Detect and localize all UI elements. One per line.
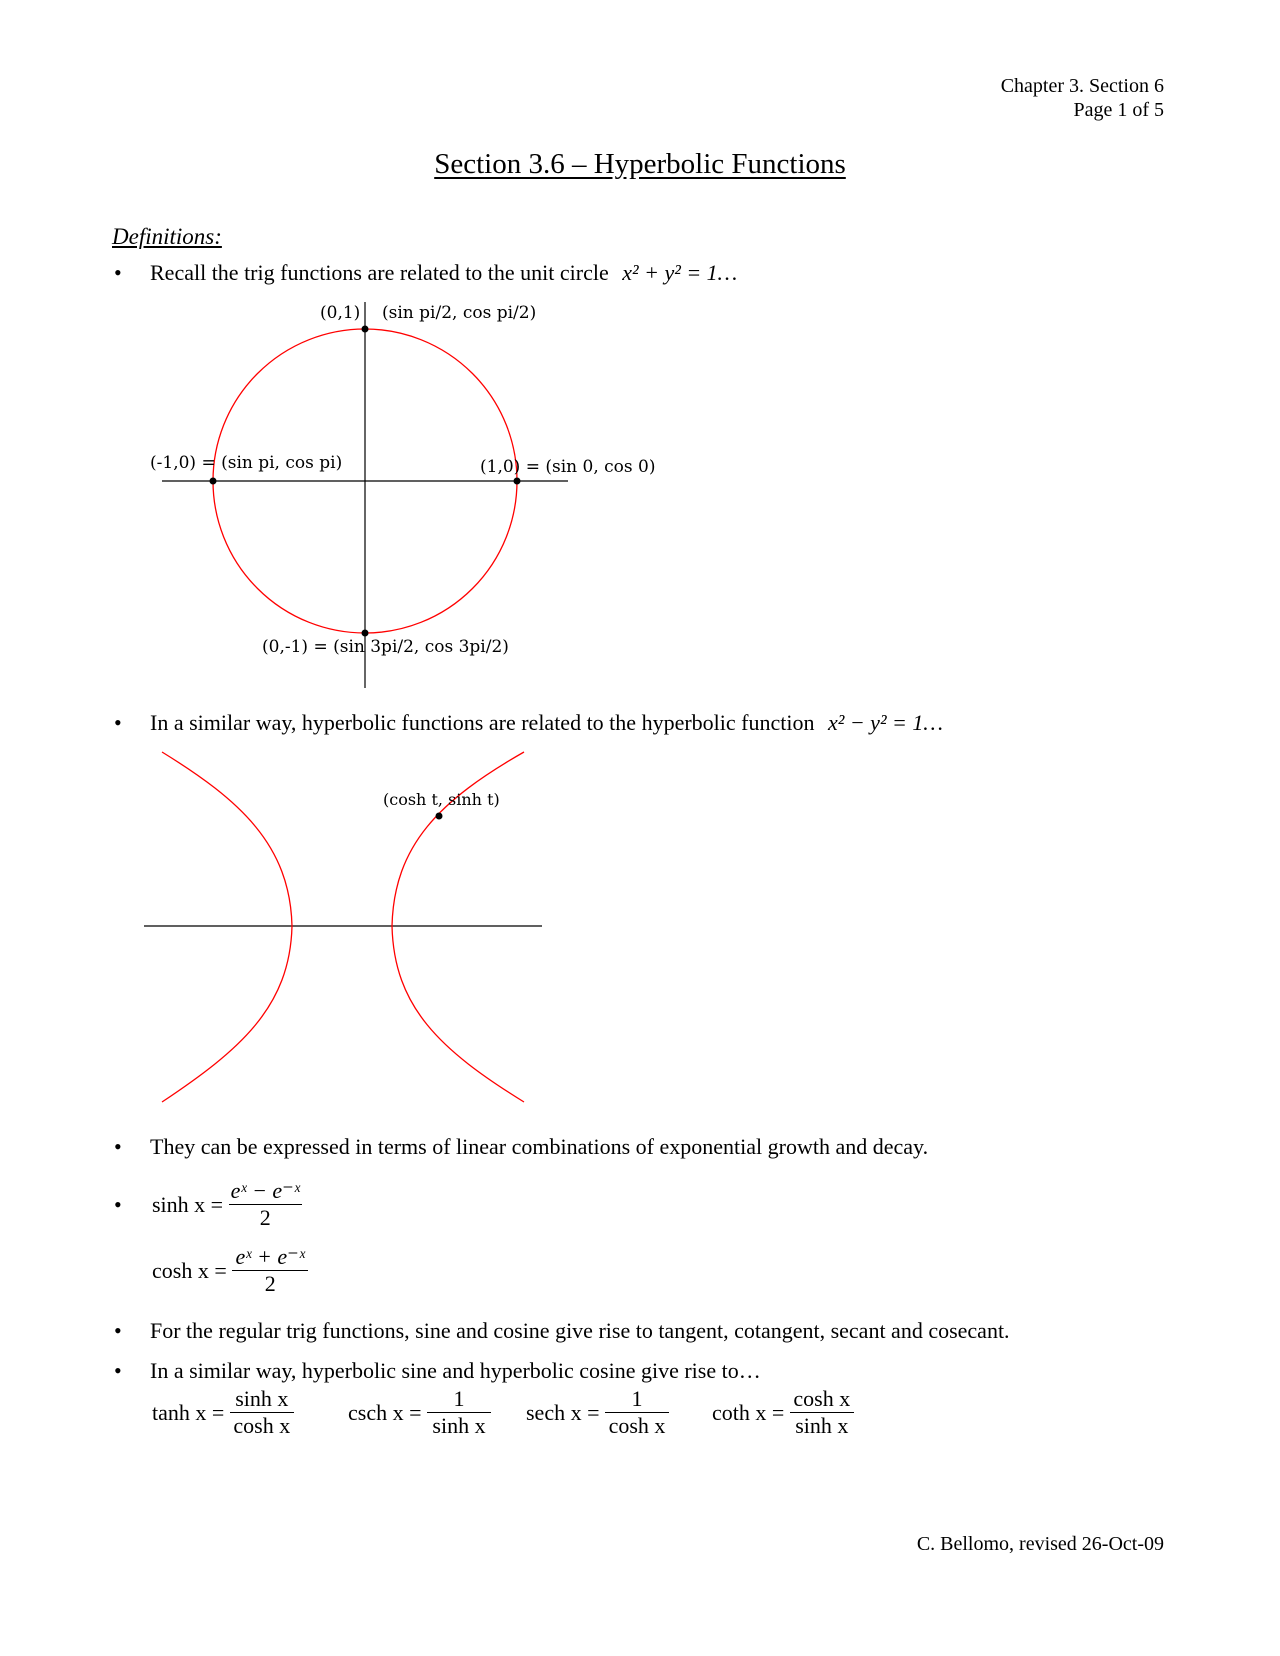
tanh-numerator: sinh x <box>230 1386 294 1413</box>
csch-denominator: sinh x <box>432 1413 486 1438</box>
bullet-dot: • <box>114 1192 122 1217</box>
tanh-definition <box>152 1386 294 1439</box>
label-top-point: (0,1) <box>320 303 361 323</box>
csch-definition <box>348 1386 491 1439</box>
page-title: Section 3.6 – Hyperbolic Functions <box>434 148 846 180</box>
bullet-hyp-rise: In a similar way, hyperbolic sine and hyperbolic cosine give rise to… <box>150 1358 761 1383</box>
bullet-unit-circle <box>150 260 737 286</box>
point-cosh-sinh <box>436 813 443 820</box>
sinh-definition <box>152 1178 302 1231</box>
label-right: (1,0) = (sin 0, cos 0) <box>480 457 656 477</box>
csch-lhs: csch x = <box>348 1399 422 1425</box>
unit-circle-figure <box>140 296 700 696</box>
label-bottom: (0,-1) = (sin 3pi/2, cos 3pi/2) <box>262 637 509 657</box>
hyperbola-text: In a similar way, hyperbolic functions are related to the hyperbolic function <box>150 710 815 735</box>
tanh-lhs: tanh x = <box>152 1399 225 1425</box>
cosh-lhs: cosh x = <box>152 1257 227 1283</box>
cosh-denominator: 2 <box>264 1271 276 1296</box>
sech-definition <box>526 1386 669 1439</box>
header-page-number: Page 1 of 5 <box>1073 99 1164 121</box>
hyperbola-figure <box>140 750 600 1120</box>
point-bottom <box>362 630 369 637</box>
bullet-dot: • <box>114 260 122 285</box>
bullet-dot: • <box>114 1134 122 1159</box>
coth-numerator: cosh x <box>790 1386 854 1413</box>
sech-denominator: cosh x <box>608 1413 666 1438</box>
cosh-numerator: eˣ + e⁻ˣ <box>232 1244 308 1271</box>
coth-definition <box>712 1386 854 1439</box>
unit-circle-text: Recall the trig functions are related to the unit circle <box>150 260 609 285</box>
coth-lhs: coth x = <box>712 1399 785 1425</box>
header-chapter-section: Chapter 3. Section 6 <box>1000 75 1164 97</box>
definitions-heading: Definitions: <box>112 224 222 249</box>
label-left: (-1,0) = (sin pi, cos pi) <box>150 453 343 473</box>
sinh-lhs: sinh x = <box>152 1191 224 1217</box>
point-top <box>362 326 369 333</box>
sinh-denominator: 2 <box>259 1205 271 1230</box>
hyperbola-left-branch <box>162 752 292 1102</box>
bullet-dot: • <box>114 710 122 735</box>
sinh-numerator: eˣ − e⁻ˣ <box>230 1178 300 1203</box>
bullet-trig-rise: For the regular trig functions, sine and cosine give rise to tangent, cotangent, secant and cosecant. <box>150 1318 1010 1343</box>
hyperbola-equation: x² − y² = 1… <box>827 710 943 735</box>
label-cosh-sinh: (cosh t, sinh t) <box>383 790 500 809</box>
bullet-dot: • <box>114 1318 122 1343</box>
cosh-definition <box>152 1244 308 1297</box>
bullet-exponential: They can be expressed in terms of linear combinations of exponential growth and decay. <box>150 1134 929 1159</box>
point-right <box>514 478 521 485</box>
tanh-denominator: cosh x <box>233 1413 291 1438</box>
footer-author-revision: C. Bellomo, revised 26-Oct-09 <box>916 1533 1164 1555</box>
bullet-hyperbola <box>150 710 943 736</box>
coth-denominator: sinh x <box>795 1413 849 1438</box>
label-top-trig: (sin pi/2, cos pi/2) <box>382 303 537 323</box>
unit-circle-equation: x² + y² = 1… <box>622 260 738 285</box>
sech-lhs: sech x = <box>526 1399 600 1425</box>
point-left <box>210 478 217 485</box>
csch-numerator: 1 <box>427 1386 491 1413</box>
bullet-dot: • <box>114 1358 122 1383</box>
sech-numerator: 1 <box>605 1386 669 1413</box>
